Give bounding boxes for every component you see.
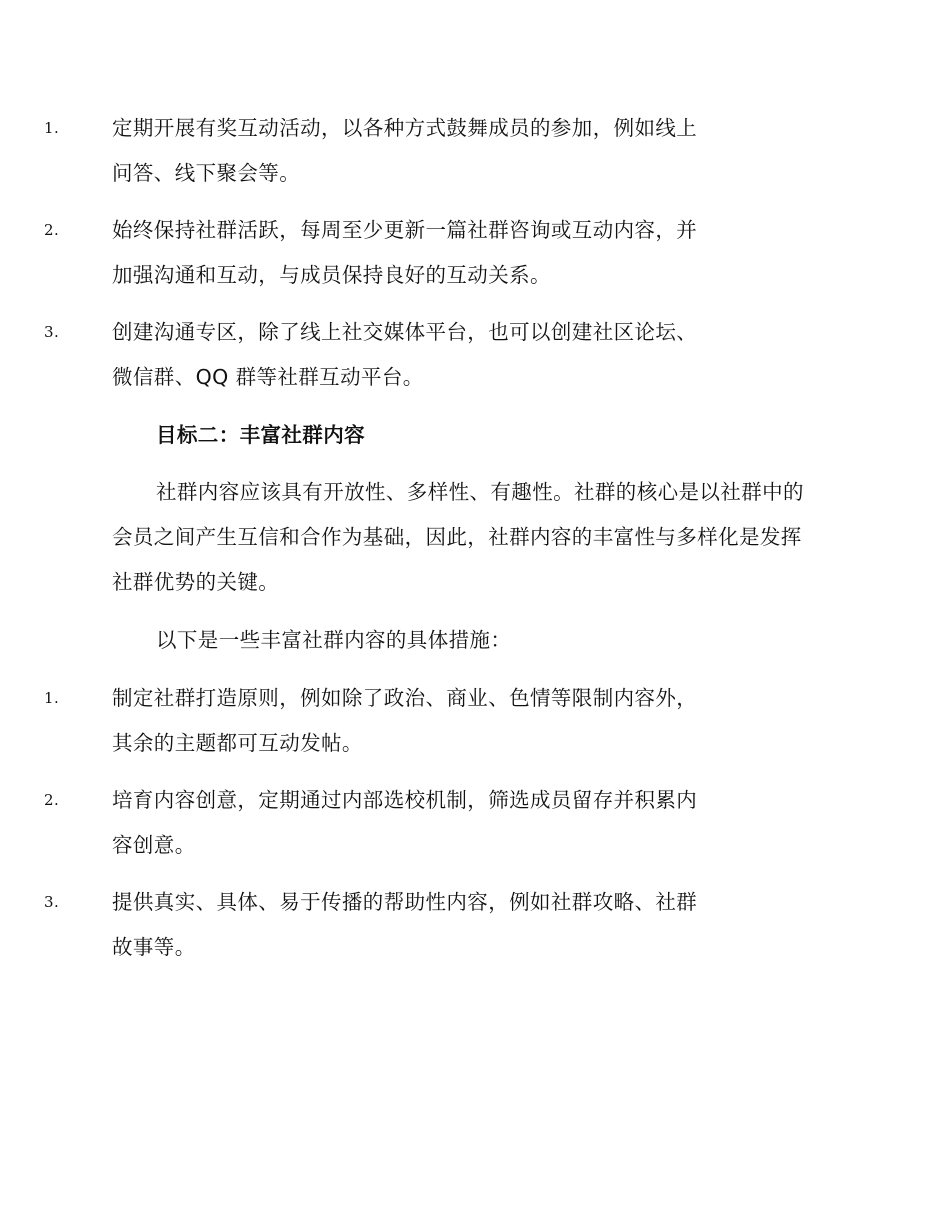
list-item-text: 其余的主题都可互动发帖。 — [112, 731, 363, 755]
list-item-text: 定期开展有奖互动活动，以各种方式鼓舞成员的参加，例如线上 — [112, 116, 698, 140]
list-item-text: 创建沟通专区，除了线上社交媒体平台，也可以创建社区论坛、 — [112, 320, 698, 344]
list-number: 2. — [44, 791, 60, 809]
list-number: 3. — [44, 323, 60, 341]
list-item-text: 容创意。 — [112, 833, 196, 857]
list-item-text: 故事等。 — [112, 935, 196, 959]
paragraph-text: 会员之间产生互信和合作为基础，因此，社群内容的丰富性与多样化是发挥 — [112, 525, 802, 549]
list-item — [44, 676, 832, 766]
paragraph-text: 社群优势的关键。 — [112, 570, 280, 594]
section-heading: 目标二：丰富社群内容 — [156, 423, 365, 447]
list-item-text: 问答、线下聚会等。 — [112, 161, 301, 185]
list-item-text: 制定社群打造原则，例如除了政治、商业、色情等限制内容外， — [112, 686, 698, 710]
list-item-text: 培育内容创意，定期通过内部选校机制，筛选成员留存并积累内 — [112, 788, 698, 812]
list-number: 1. — [44, 119, 60, 137]
list-item — [44, 106, 832, 196]
list-item-text: 微信群、QQ 群等社群互动平台。 — [112, 365, 424, 389]
list-item — [44, 778, 832, 868]
list-number: 1. — [44, 689, 60, 707]
list-item — [44, 310, 832, 400]
list-number: 2. — [44, 221, 60, 239]
list-item-text: 加强沟通和互动，与成员保持良好的互动关系。 — [112, 263, 551, 287]
list-item-text: 提供真实、具体、易于传播的帮助性内容，例如社群攻略、社群 — [112, 890, 698, 914]
paragraph — [112, 470, 832, 605]
list-item-text: 始终保持社群活跃，每周至少更新一篇社群咨询或互动内容，并 — [112, 218, 698, 242]
list-item — [44, 208, 832, 298]
list-number: 3. — [44, 893, 60, 911]
paragraph-text: 社群内容应该具有开放性、多样性、有趣性。社群的核心是以社群中的 — [156, 480, 804, 504]
list-item — [44, 880, 832, 970]
paragraph: 以下是一些丰富社群内容的具体措施： — [156, 628, 512, 652]
